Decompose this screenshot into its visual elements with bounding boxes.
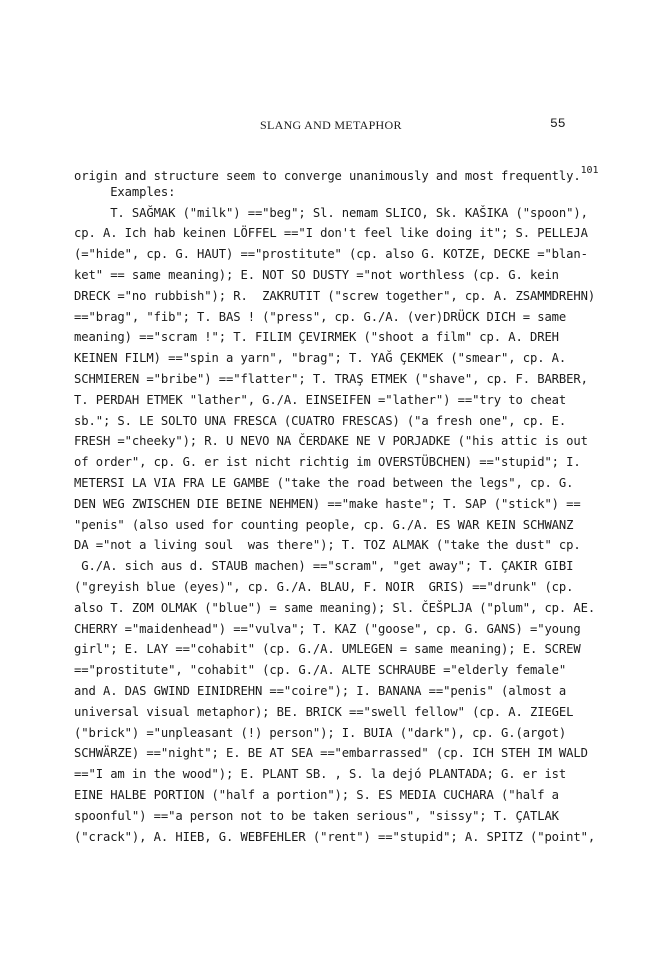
- text-line: FRESH ="cheeky"); R. U NEVO NA ČERDAKE NE V PORJADKE ("his attic is out: [74, 434, 588, 449]
- body-text: [74, 161, 599, 847]
- text-line: CHERRY ="maidenhead") =="vulva"; T. KAZ ("goose", cp. G. GANS) ="young: [74, 621, 581, 636]
- text-line: ("crack"), A. HIEB, G. WEBFEHLER ("rent") =="stupid"; A. SPITZ ("point",: [74, 829, 596, 844]
- text-line: DRECK ="no rubbish"); R. ZAKRUTIT ("screw together", cp. A. ZSAMMDREHN): [74, 288, 596, 303]
- text-line: SCHMIEREN ="bribe") =="flatter"; T. TRAŞ ETMEK ("shave", cp. F. BARBER,: [74, 371, 588, 386]
- text-line: (="hide", cp. G. HAUT) =="prostitute" (cp. also G. KOTZE, DECKE ="blan-: [74, 247, 588, 262]
- text-line: ket" == same meaning); E. NOT SO DUSTY ="not worthless (cp. G. kein: [74, 267, 559, 282]
- text-line: DEN WEG ZWISCHEN DIE BEINE NEHMEN) =="make haste"; T. SAP ("stick") ==: [74, 496, 581, 511]
- text-line: SCHWÄRZE) =="night"; E. BE AT SEA =="embarrassed" (cp. ICH STEH IM WALD: [74, 746, 588, 761]
- text-line: sb."; S. LE SOLTO UNA FRESCA (CUATRO FRESCAS) ("a fresh one", cp. E.: [74, 413, 567, 428]
- text-line: DA ="not a living soul was there"); T. TOZ ALMAK ("take the dust" cp.: [74, 538, 581, 553]
- text-line: of order", cp. G. er ist nicht richtig im OVERSTÜBCHEN) =="stupid"; I.: [74, 455, 581, 470]
- text-line: spoonful") =="a person not to be taken serious", "sissy"; T. ÇATLAK: [74, 808, 559, 823]
- running-head: SLANG AND METAPHOR: [260, 118, 402, 132]
- text-line: Examples:: [74, 184, 176, 199]
- text-line: =="prostitute", "cohabit" (cp. G./A. ALTE SCHRAUBE ="elderly female": [74, 663, 567, 678]
- footnote-reference[interactable]: 101: [580, 165, 599, 176]
- page-number: 55: [550, 116, 566, 131]
- text-line: cp. A. Ich hab keinen LÖFFEL =="I don't feel like doing it"; S. PELLEJA: [74, 226, 588, 241]
- text-line: =="brag", "fib"; T. BAS ! ("press", cp. G./A. (ver)DRÜCK DICH = same: [74, 309, 567, 324]
- text-line: ("greyish blue (eyes)", cp. G./A. BLAU, F. NOIR GRIS) =="drunk" (cp.: [74, 579, 574, 594]
- text-line: girl"; E. LAY =="cohabit" (cp. G./A. UMLEGEN = same meaning); E. SCREW: [74, 642, 581, 657]
- text-line: universal visual metaphor); BE. BRICK =="swell fellow" (cp. A. ZIEGEL: [74, 704, 574, 719]
- text-line: T. PERDAH ETMEK "lather", G./A. EINSEIFEN ="lather") =="try to cheat: [74, 392, 567, 407]
- text-line-content: origin and structure seem to converge unanimously and most frequently.: [74, 169, 581, 183]
- text-line: and A. DAS GWIND EINIDREHN =="coire"); I. BANANA =="penis" (almost a: [74, 683, 567, 698]
- text-line: "penis" (also used for counting people, cp. G./A. ES WAR KEIN SCHWANZ: [74, 517, 574, 532]
- text-line: meaning) =="scram !"; T. FILIM ÇEVIRMEK ("shoot a film" cp. A. DREH: [74, 330, 559, 345]
- text-line: ("brick") ="unpleasant (!) person"); I. BUIA ("dark"), cp. G.(argot): [74, 725, 567, 740]
- text-line: EINE HALBE PORTION ("half a portion"); S. ES MEDIA CUCHARA ("half a: [74, 787, 559, 802]
- text-line: [74, 161, 599, 183]
- text-line: G./A. sich aus d. STAUB machen) =="scram", "get away"; T. ÇAKIR GIBI: [74, 559, 574, 574]
- text-line: METERSI LA VIA FRA LE GAMBE ("take the road between the legs", cp. G.: [74, 475, 574, 490]
- text-line: =="I am in the wood"); E. PLANT SB. , S. la dejó PLANTADA; G. er ist: [74, 767, 567, 782]
- text-line: also T. ZOM OLMAK ("blue") = same meaning); Sl. ČEŠPLJA ("plum", cp. AE.: [74, 600, 596, 615]
- text-line: T. SAĞMAK ("milk") =="beg"; Sl. nemam SLICO, Sk. KAŠIKA ("spoon"),: [74, 205, 588, 220]
- text-line: KEINEN FILM) =="spin a yarn", "brag"; T. YAĞ ÇEKMEK ("smear", cp. A.: [74, 351, 567, 366]
